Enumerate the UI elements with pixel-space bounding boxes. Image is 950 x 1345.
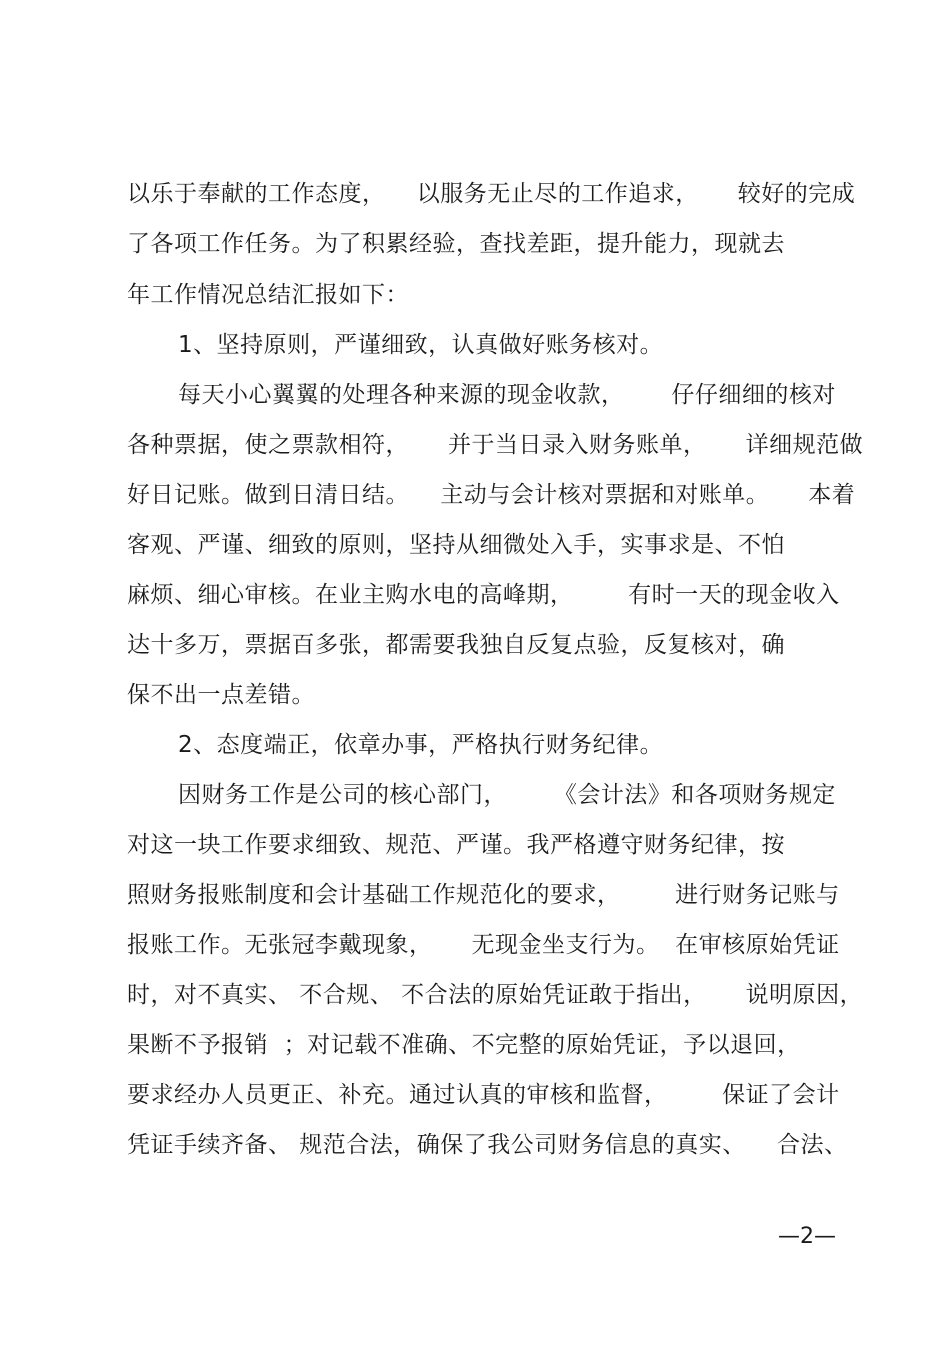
text-line-1: 以乐于奉献的工作态度， 以服务无止尽的工作追求， 较好的完成 (127, 181, 856, 207)
text-line-11: 保不出一点差错。 (127, 682, 315, 708)
text-line-10: 达十多万，票据百多张，都需要我独自反复点验，反复核对，确 (127, 632, 785, 658)
text-line-9: 麻烦、细心审核。在业主购水电的高峰期， 有时一天的现金收入 (127, 582, 840, 608)
text-line-5: 每天小心翼翼的处理各种来源的现金收款， 仔仔细细的核对 (178, 382, 836, 408)
text-line-19: 要求经办人员更正、补充。通过认真的审核和监督， 保证了会计 (127, 1082, 840, 1108)
text-line-17: 时，对不真实、 不合规、 不合法的原始凭证敢于指出， 说明原因， (127, 982, 864, 1008)
text-line-8: 客观、严谨、细致的原则，坚持从细微处入手，实事求是、不怕 (127, 532, 785, 558)
text-line-15: 照财务报账制度和会计基础工作规范化的要求， 进行财务记账与 (127, 882, 840, 908)
text-line-2: 了各项工作任务。为了积累经验，查找差距，提升能力，现就去 (127, 231, 785, 257)
text-line-13: 因财务工作是公司的核心部门， 《会计法》和各项财务规定 (178, 782, 836, 808)
text-line-7: 好日记账。做到日清日结。 主动与会计核对票据和对账单。 本着 (127, 482, 856, 508)
text-line-16: 报账工作。无张冠李戴现象， 无现金坐支行为。 在审核原始凭证 (127, 932, 840, 958)
section-heading-1: 1、坚持原则，严谨细致，认真做好账务核对。 (178, 332, 664, 358)
text-line-6: 各种票据，使之票款相符， 并于当日录入财务账单， 详细规范做 (127, 432, 864, 458)
text-line-18: 果断不予报销 ；对记载不准确、不完整的原始凭证，予以退回， (127, 1032, 801, 1058)
page-number: —2— (778, 1224, 836, 1249)
text-line-14: 对这一块工作要求细致、规范、严谨。我严格遵守财务纪律，按 (127, 832, 785, 858)
section-heading-2: 2、态度端正，依章办事，严格执行财务纪律。 (178, 732, 664, 758)
text-line-3: 年工作情况总结汇报如下： (127, 282, 409, 308)
text-line-20: 凭证手续齐备、 规范合法，确保了我公司财务信息的真实、 合法、 (127, 1132, 848, 1158)
